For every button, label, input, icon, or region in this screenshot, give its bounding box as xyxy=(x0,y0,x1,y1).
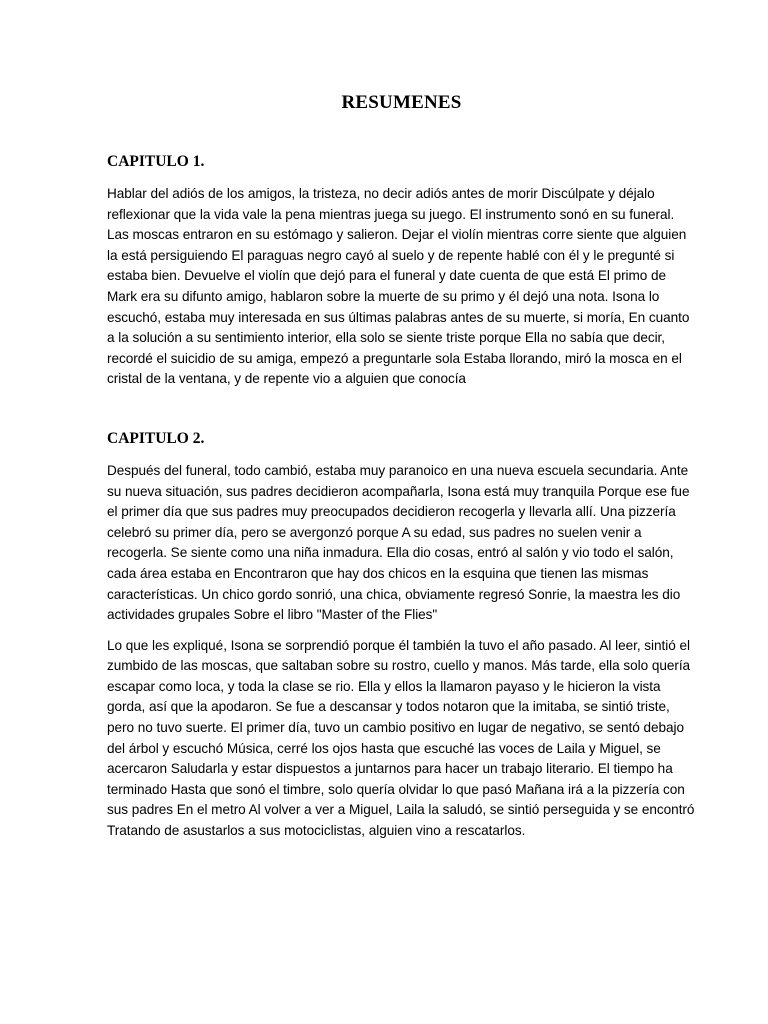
chapter-1-heading: CAPITULO 1. xyxy=(107,153,205,170)
chapter-2-paragraph-1: Después del funeral, todo cambió, estaba muy paranoico en una nueva escuela secundaria. Ante su nueva situación, sus padres decidieron acompañarla, Isona está muy tranquila Porque ese fue el primer día que sus padres muy preocupados decidieron recogerla y llevarla allí. Una pizzería celebró su primer día, pero se avergonzó porque A su edad, sus padres no suelen venir a recogerla. Se siente como una niña inmadura. Ella dio cosas, entró al salón y vio todo el salón, cada área estaba en Encontraron que hay dos chicos en la esquina que tienen las mismas características. Un chico gordo sonrió, una chica, obviamente regresó Sonrie, la maestra les dio actividades grupales Sobre el libro "Master of the Flies" xyxy=(107,462,690,623)
chapter-2-heading: CAPITULO 2. xyxy=(107,429,205,447)
chapter-1-section xyxy=(107,153,696,390)
chapter-1-paragraph-1: Hablar del adiós de los amigos, la tristeza, no decir adiós antes de morir Discúlpate y déjalo reflexionar que la vida vale la pena mientras juega su juego. El instrumento sonó en su funeral. Las moscas entraron en su estómago y salieron. Dejar el violín mientras corre siente que alguien la está persiguiendo El paraguas negro cayó al suelo y de repente hablé con él y le pregunté si estaba bien. Devuelve el violín que dejó para el funeral y date cuenta de que está El primo de Mark era su difunto amigo, hablaron sobre la muerte de su primo y él dejó una nota. Isona lo escuchó, estaba muy interesada en sus últimas palabras antes de su muerte, si moría, En cuanto a la solución a su sentimiento interior, ella solo se siente triste porque Ella no sabía que decir, recordé el suicidio de su amiga, empezó a preguntarle sola Estaba llorando, miró la mosca en el cristal de la ventana, y de repente vio a alguien que conocía xyxy=(107,186,690,387)
chapter-2-paragraph-2: Lo que les expliqué, Isona se sorprendió porque él también la tuvo el año pasado. Al leer, sintió el zumbido de las moscas, que saltaban sobre su rostro, cuello y manos. Más tarde, ella solo quería escapar como loca, y toda la clase se rio. Ella y ellos la llamaron payaso y le hicieron la vista gorda, así que la apodaron. Se fue a descansar y todos notaron que la imitaba, se sintió triste, pero no tuvo suerte. El primer día, tuvo un cambio positivo en lugar de negativo, se sentó debajo del árbol y escuchó Música, cerré los ojos hasta que escuché las voces de Laila y Miguel, se acercaron Saludarla y estar dispuestos a juntarnos para hacer un trabajo literario. El tiempo ha terminado Hasta que sonó el timbre, solo quería olvidar lo que pasó Mañana irá a la pizzería con sus padres En el metro Al volver a ver a Miguel, Laila la saludó, se sintió perseguida y se encontró Tratando de asustarlos a sus motociclistas, alguien vino a rescatarlos. xyxy=(107,637,695,839)
section-spacer xyxy=(107,390,696,430)
chapter-2-section xyxy=(107,430,696,842)
document-title: RESUMENES xyxy=(341,92,462,113)
